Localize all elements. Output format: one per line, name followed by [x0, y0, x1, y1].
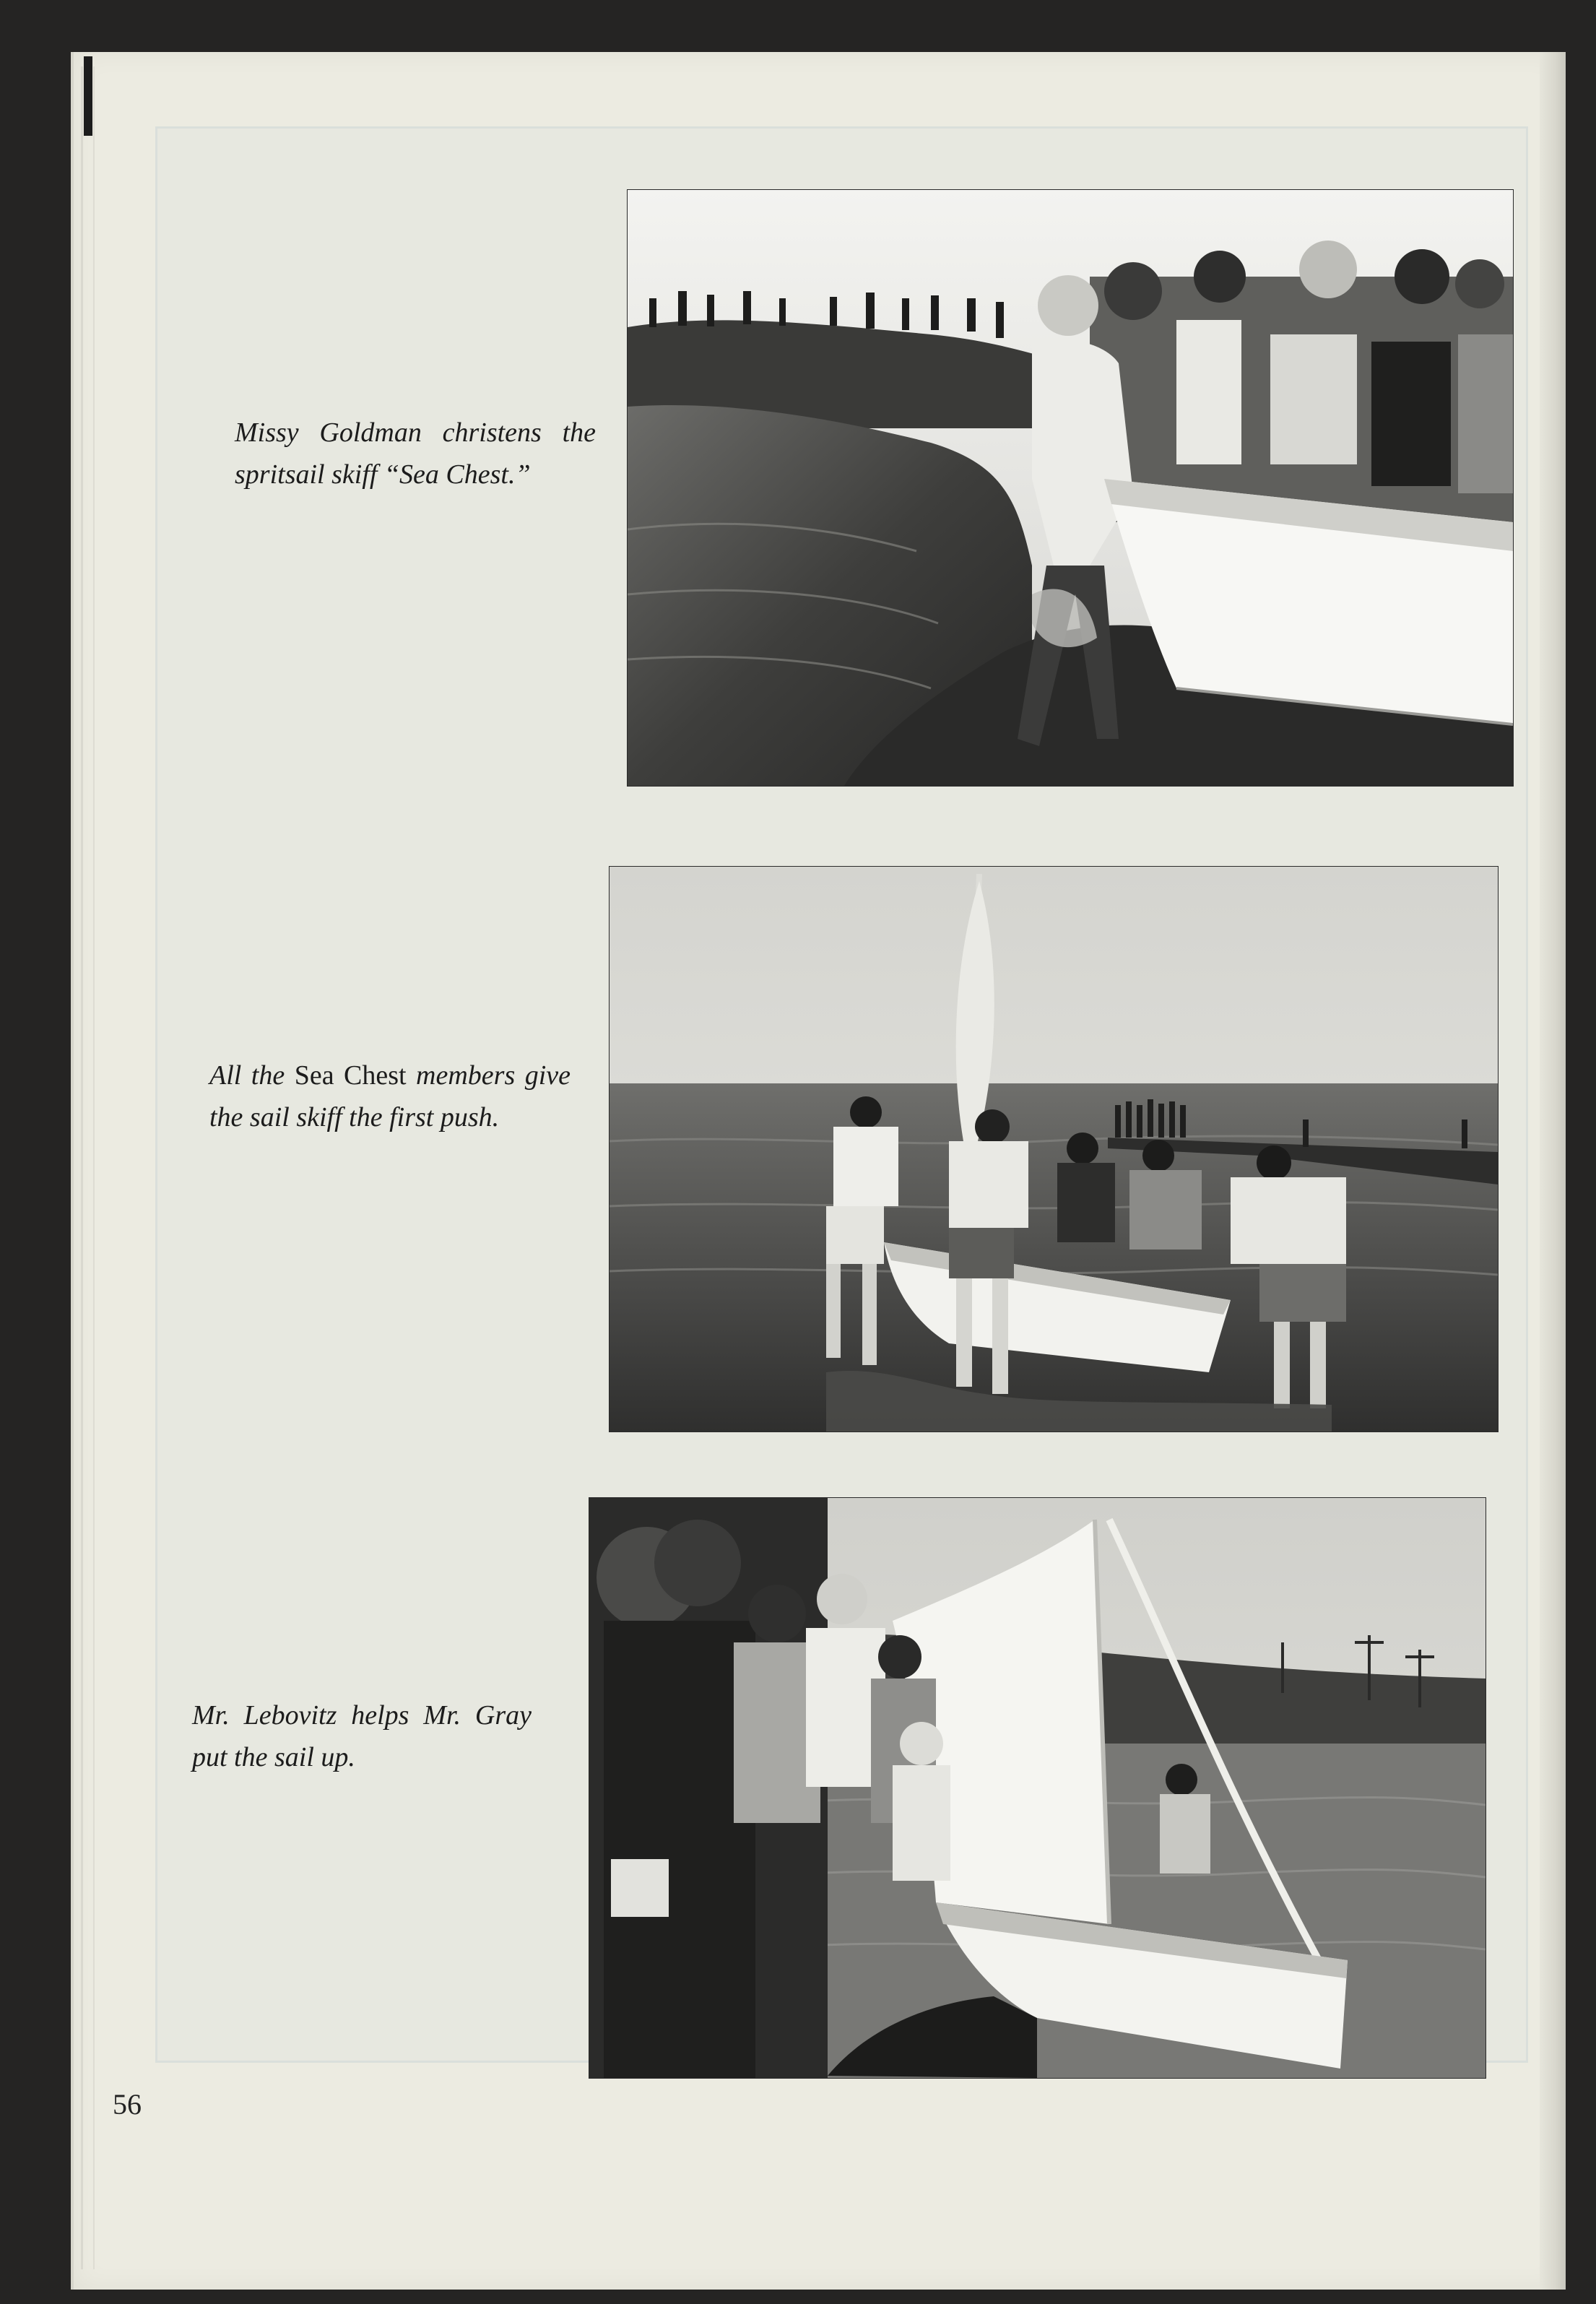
- caption-push-text-end: members give the sail skiff the first push.: [209, 1060, 571, 1132]
- caption-sail-text: Mr. Lebovitz helps Mr. Gray put the sail up.: [192, 1700, 532, 1772]
- caption-christening: [235, 412, 596, 495]
- page-binding: [81, 66, 95, 2269]
- christening-photo: [627, 189, 1514, 787]
- caption-push-emphasis: Sea Chest: [294, 1060, 407, 1091]
- page-edge: [1540, 52, 1566, 2290]
- sail-photo: [589, 1497, 1486, 2079]
- binding-clip: [84, 56, 92, 136]
- caption-push: [209, 1054, 571, 1138]
- caption-sail: [192, 1694, 532, 1778]
- push-photo: [609, 866, 1499, 1432]
- page-number: 56: [113, 2088, 142, 2121]
- caption-christening-text: Missy Goldman christens the spritsail skiff “Sea Chest.”: [235, 417, 596, 490]
- caption-push-text-start: All the: [209, 1060, 295, 1091]
